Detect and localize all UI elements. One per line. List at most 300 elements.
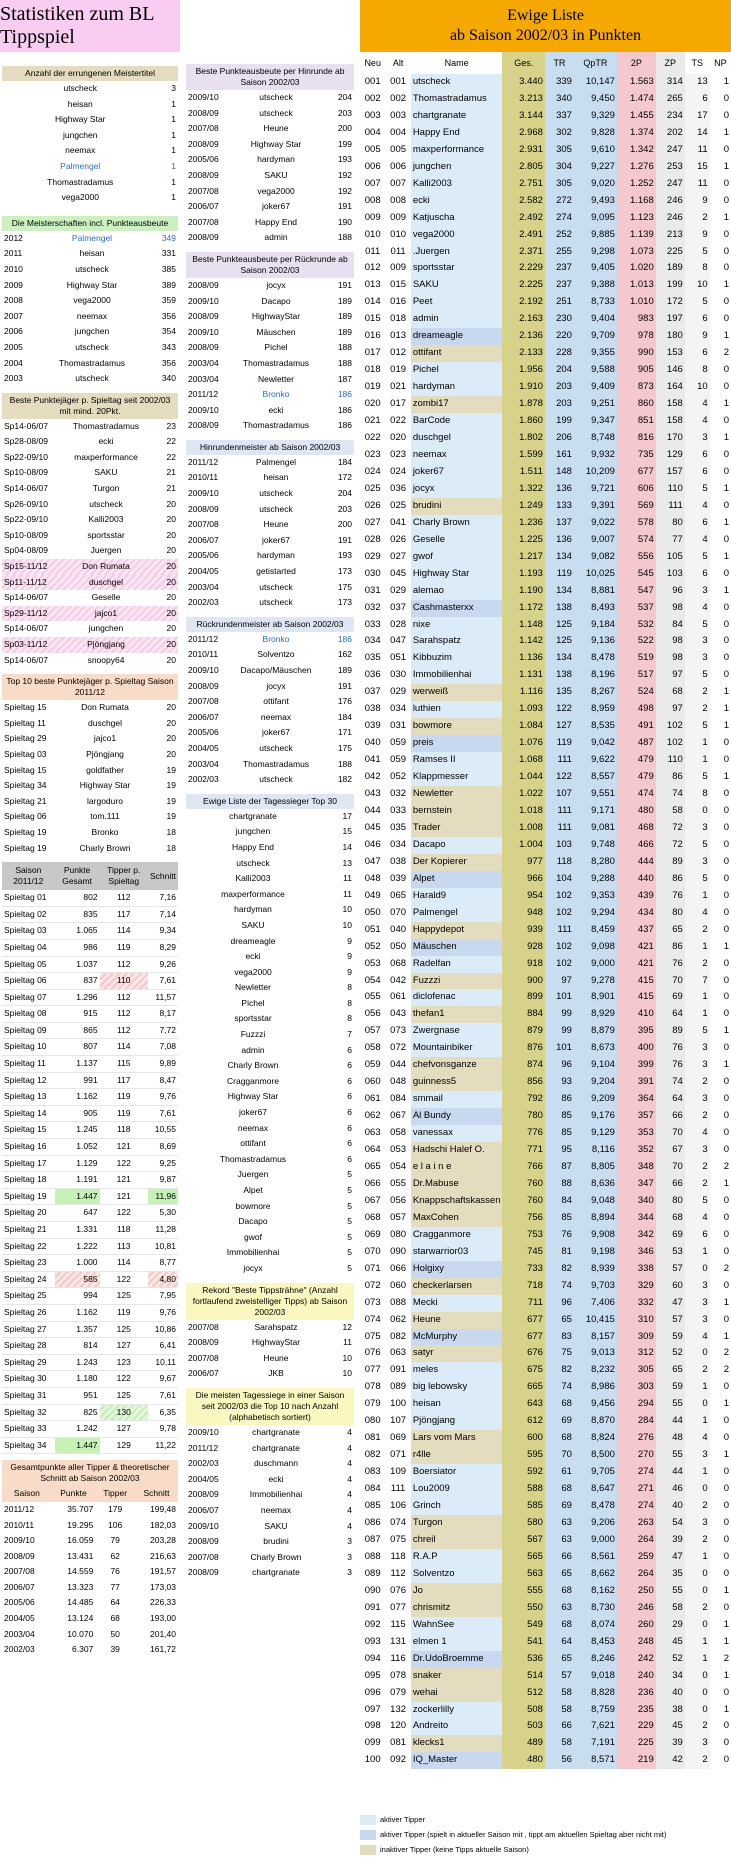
season: 2010/11 — [188, 649, 219, 660]
spieltag: Spieltag 25 — [2, 1288, 55, 1305]
points: 189 — [337, 311, 352, 322]
null-punkte: 0 — [710, 888, 731, 905]
ewige-liste-row — [360, 701, 731, 718]
quote: 9,551 — [574, 786, 617, 803]
wins: 5 — [347, 1262, 352, 1273]
ewige-liste-row — [360, 854, 731, 871]
total-points: 480 — [502, 1752, 544, 1769]
player-name: Charly Brown — [250, 1551, 302, 1562]
tagessiege: 0 — [685, 1396, 710, 1413]
tipper: 115 — [100, 1056, 148, 1073]
zwei-punkte: 440 — [617, 871, 656, 888]
tipprunden: 125 — [545, 633, 574, 650]
player-name: Thomastradamus — [58, 357, 126, 368]
quote: 10,415 — [574, 1312, 617, 1329]
points: 19 — [166, 811, 176, 822]
spieltag-row — [2, 906, 178, 923]
zwei-punkte: 271 — [617, 1481, 656, 1498]
season: 2011/12 — [188, 456, 219, 467]
tagessiege: 2 — [685, 210, 710, 227]
meiste_tagessiege-row — [186, 1441, 354, 1457]
rank-old: 075 — [390, 1533, 407, 1545]
player-name: starwarrior03 — [411, 1244, 503, 1261]
tipprunden: 102 — [545, 939, 574, 956]
season: 2004/05 — [188, 1473, 219, 1484]
tipprunden: 136 — [545, 481, 574, 498]
zehn-punkte: 96 — [656, 583, 685, 600]
zwei-punkte: 229 — [617, 1718, 656, 1735]
zwei-punkte: 1.342 — [617, 142, 656, 159]
null-punkte: 1 — [710, 328, 731, 345]
schnitt: 11,96 — [148, 1188, 178, 1205]
total-points: 550 — [502, 1600, 544, 1617]
player-name: thefan1 — [411, 1006, 503, 1023]
zehn-punkte: 253 — [656, 159, 685, 176]
spieltag: Spieltag 33 — [2, 1421, 55, 1438]
wins: 5 — [347, 1231, 352, 1242]
ewige-liste-row — [360, 311, 731, 328]
points: 191 — [337, 201, 352, 212]
zehn-punkte: 76 — [656, 888, 685, 905]
schnitt: 10,86 — [148, 1321, 178, 1338]
rank-old: 033 — [390, 804, 407, 816]
season: 2003/04 — [4, 1628, 35, 1639]
zehn-punkte: 110 — [656, 481, 685, 498]
meiste_tagessiege-row — [186, 1550, 354, 1566]
rank-old: 028 — [390, 618, 407, 630]
player-name: SAKU — [94, 467, 118, 478]
null-punkte: 0 — [710, 633, 731, 650]
rank-new: 064 — [364, 1144, 381, 1156]
player-name: utscheck — [75, 373, 109, 384]
points: 200 — [337, 123, 352, 134]
spieltag: Spieltag 16 — [2, 1139, 55, 1156]
ewige-liste-header-row — [360, 52, 731, 74]
tipper: 114 — [100, 1039, 148, 1056]
spieltag: Spieltag 20 — [2, 1205, 55, 1222]
tipprunden: 74 — [545, 1379, 574, 1396]
zwei-punkte: 270 — [617, 1447, 656, 1464]
tagessiege: 2 — [685, 684, 710, 701]
null-punkte: 0 — [710, 1532, 731, 1549]
rekord-row — [186, 1351, 354, 1367]
total-points: 1.860 — [502, 413, 544, 430]
player-name: Katjuscha — [411, 210, 503, 227]
spieltag: Spieltag 11 — [2, 1056, 55, 1073]
tagessiege: 3 — [685, 1312, 710, 1329]
total-points: 2.968 — [502, 125, 544, 142]
rank-new: 049 — [364, 889, 381, 901]
total-points: 1.236 — [502, 515, 544, 532]
ewige-liste-row — [360, 159, 731, 176]
player-name: joker67 — [239, 1107, 267, 1118]
quote: 8,280 — [574, 854, 617, 871]
meistertitel-row — [2, 190, 178, 206]
player-name: WahnSee — [411, 1617, 503, 1634]
player-name: Klappmesser — [411, 769, 503, 786]
player-name: utscheck — [259, 774, 293, 785]
ewige-liste-row — [360, 1651, 731, 1668]
quote: 8,959 — [574, 701, 617, 718]
tipprunden: 63 — [545, 1532, 574, 1549]
wins: 8 — [347, 982, 352, 993]
rueckrundenmeister-row — [186, 725, 354, 741]
tipper: 125 — [100, 1288, 148, 1305]
quote: 8,647 — [574, 1481, 617, 1498]
tagessieger-row — [186, 1230, 354, 1246]
tagessiege: 3 — [685, 1040, 710, 1057]
punkte: 1.331 — [55, 1222, 100, 1239]
null-punkte: 0 — [710, 413, 731, 430]
zehn-punkte: 64 — [656, 1006, 685, 1023]
player-name: jocyx — [266, 680, 286, 691]
rank-new: 072 — [364, 1279, 381, 1291]
zwei-punkte: 347 — [617, 1176, 656, 1193]
rueckrunde-row — [186, 387, 354, 403]
season: Sp10-08/09 — [4, 467, 48, 478]
tagessiege: 8 — [685, 786, 710, 803]
total-points: 760 — [502, 1176, 544, 1193]
rank-new: 091 — [364, 1601, 381, 1613]
zwei-punkte: 310 — [617, 1312, 656, 1329]
player-name: Immobilienhai — [226, 1247, 280, 1258]
spieltag: Spieltag 21 — [2, 1222, 55, 1239]
column-header: NP — [714, 58, 727, 68]
hinrundenmeister-row — [186, 595, 354, 611]
season: 2004/05 — [188, 742, 219, 753]
player-name: zockerlilly — [411, 1702, 503, 1719]
punkte: 13.431 — [67, 1550, 94, 1561]
season: Sp11-11/12 — [4, 576, 47, 587]
zehn-punkte: 55 — [656, 1583, 685, 1600]
ewige-liste-row — [360, 1685, 731, 1702]
rank-old: 100 — [390, 1398, 407, 1410]
zwei-punkte: 851 — [617, 413, 656, 430]
rank-new: 036 — [364, 669, 381, 681]
total-points: 2.491 — [502, 227, 544, 244]
zehn-punkte: 44 — [656, 1413, 685, 1430]
null-punkte: 0 — [710, 617, 731, 634]
season: 2007/08 — [188, 216, 219, 227]
rekord-row — [186, 1366, 354, 1382]
total-points: 580 — [502, 1515, 544, 1532]
spieltag: Spieltag 24 — [2, 1271, 55, 1288]
punkte: 13.124 — [67, 1613, 94, 1624]
zehn-punkte: 158 — [656, 396, 685, 413]
meistertitel-table — [2, 81, 178, 206]
schnitt: 7,14 — [148, 906, 178, 923]
rank-new: 062 — [364, 1110, 381, 1122]
rank-new: 017 — [364, 347, 381, 359]
rank-old: 051 — [390, 652, 407, 664]
gesamtpunkte-table — [2, 1502, 178, 1658]
zwei-punkte: 338 — [617, 1261, 656, 1278]
spieltag-row — [2, 1271, 178, 1288]
zwei-punkte: 421 — [617, 939, 656, 956]
rank-old: 060 — [390, 1279, 407, 1291]
zwei-punkte: 1.139 — [617, 227, 656, 244]
zwei-punkte: 274 — [617, 1498, 656, 1515]
ewige-liste-row — [360, 294, 731, 311]
gesamtpunkte-row — [2, 1627, 178, 1643]
quote: 9,703 — [574, 1278, 617, 1295]
spieltag-row — [2, 923, 178, 940]
rank-new: 004 — [364, 126, 381, 138]
total-points: 733 — [502, 1261, 544, 1278]
ewige-liste-row — [360, 277, 731, 294]
season: 2008/09 — [188, 420, 219, 431]
season: Spieltag 19 — [4, 842, 47, 853]
punkte: 1.000 — [55, 1255, 100, 1272]
season: 2008/09 — [188, 232, 219, 243]
tagessiege: 2 — [685, 1752, 710, 1769]
total-points: 900 — [502, 973, 544, 990]
rank-new: 074 — [364, 1313, 381, 1325]
points: 171 — [337, 727, 352, 738]
tipper: 119 — [100, 1105, 148, 1122]
spieltag-row — [2, 1072, 178, 1089]
wins: 6 — [347, 1138, 352, 1149]
tipprunden: 99 — [545, 1023, 574, 1040]
season: Sp14-06/07 — [4, 654, 48, 665]
rank-new: 093 — [364, 1635, 381, 1647]
tagessieger-row — [186, 1183, 354, 1199]
zehn-punkte: 69 — [656, 1227, 685, 1244]
rank-old: 061 — [390, 991, 407, 1003]
punkte: 951 — [55, 1387, 100, 1404]
rank-new: 027 — [364, 516, 381, 528]
season: 2008/09 — [188, 169, 219, 180]
season: 2010 — [4, 263, 23, 274]
rank-new: 097 — [364, 1703, 381, 1715]
tipprunden: 133 — [545, 498, 574, 515]
tipper: 125 — [100, 1387, 148, 1404]
punkte: 837 — [55, 973, 100, 990]
total-points: 1.131 — [502, 667, 544, 684]
spieltag: Spieltag 31 — [2, 1387, 55, 1404]
legend-active — [360, 1812, 731, 1827]
total-points: 1.172 — [502, 600, 544, 617]
rank-old: 034 — [390, 703, 407, 715]
rank-new: 005 — [364, 143, 381, 155]
zwei-punkte: 1.455 — [617, 108, 656, 125]
total-points: 771 — [502, 1142, 544, 1159]
quote: 9,405 — [574, 260, 617, 277]
zwei-punkte: 274 — [617, 1464, 656, 1481]
points: 20 — [166, 623, 176, 634]
player-name: Dr.Mabuse — [411, 1176, 503, 1193]
null-punkte: 0 — [710, 1718, 731, 1735]
rank-old: 084 — [390, 1093, 407, 1105]
player-name: Highway Star — [411, 566, 503, 583]
spieltag: Spieltag 01 — [2, 890, 55, 906]
rank-old: 002 — [390, 92, 407, 104]
zehn-punkte: 86 — [656, 939, 685, 956]
null-punkte: 1 — [710, 583, 731, 600]
tipprunden: 337 — [545, 108, 574, 125]
null-punkte: 0 — [710, 1430, 731, 1447]
tipper: 121 — [100, 1172, 148, 1189]
tipprunden: 111 — [545, 922, 574, 939]
rank-old: 045 — [390, 567, 407, 579]
rueckrunde-row — [186, 325, 354, 341]
player-name: neemax — [76, 310, 108, 321]
schnitt: 8,17 — [148, 1006, 178, 1023]
top10-row — [2, 716, 178, 732]
zwei-punkte: 1.073 — [617, 244, 656, 261]
season: 2008/09 — [188, 503, 219, 514]
tipprunden: 102 — [545, 905, 574, 922]
zwei-punkte: 1.252 — [617, 176, 656, 193]
tagessiege: 0 — [685, 1617, 710, 1634]
tipprunden: 302 — [545, 125, 574, 142]
player-name: Trader — [411, 820, 503, 837]
zehn-punkte: 45 — [656, 1718, 685, 1735]
legend-swatch-active — [360, 1815, 376, 1825]
ewige-liste-row — [360, 1006, 731, 1023]
tipprunden: 237 — [545, 260, 574, 277]
punkte: 1.447 — [55, 1188, 100, 1205]
rank-new: 077 — [364, 1364, 381, 1376]
title-count: 1 — [171, 114, 176, 125]
rank-new: 047 — [364, 855, 381, 867]
quote: 8,759 — [574, 1702, 617, 1719]
legend-inactive — [360, 1827, 731, 1842]
season: 2006/07 — [188, 711, 219, 722]
quote: 9,885 — [574, 227, 617, 244]
tipprunden: 82 — [545, 1362, 574, 1379]
quote: 9,908 — [574, 1227, 617, 1244]
tagessieger-row — [186, 1245, 354, 1261]
player-name: Turgon — [411, 1515, 503, 1532]
rank-new: 090 — [364, 1584, 381, 1596]
player-name: Highway Star — [54, 114, 106, 125]
season: Sp14-06/07 — [4, 483, 48, 494]
tipper: 119 — [100, 1089, 148, 1106]
meisterschaften-row — [2, 324, 178, 340]
points: 359 — [161, 295, 176, 306]
spieltag: Spieltag 15 — [2, 1122, 55, 1139]
punktejaeger-row — [2, 465, 178, 481]
rank-new: 088 — [364, 1550, 381, 1562]
points: 20 — [166, 717, 176, 728]
season: 2007/08 — [188, 519, 219, 530]
tagessieger-row — [186, 1199, 354, 1215]
player-name: joker67 — [411, 464, 503, 481]
rank-old: 052 — [390, 771, 407, 783]
total-points: 1.802 — [502, 430, 544, 447]
top10-row — [2, 731, 178, 747]
zwei-punkte: 250 — [617, 1583, 656, 1600]
ewige-liste-row — [360, 1549, 731, 1566]
top10-table — [2, 700, 178, 856]
gesamtpunkte-row — [2, 1595, 178, 1611]
tipprunden: 119 — [545, 566, 574, 583]
player-name: ottifant — [240, 1138, 266, 1149]
wins: 15 — [342, 826, 352, 837]
title-count: 1 — [171, 176, 176, 187]
rank-old: 054 — [390, 1161, 407, 1172]
tagessiege: 6 — [685, 311, 710, 328]
season: Spieltag 06 — [4, 811, 47, 822]
points: 188 — [337, 232, 352, 243]
rank-new: 069 — [364, 1228, 381, 1240]
total-points: 508 — [502, 1702, 544, 1719]
season: 2006/07 — [188, 1368, 219, 1379]
tagessiege: 3 — [685, 1142, 710, 1159]
meistertitel-row — [2, 112, 178, 128]
zehn-punkte: 39 — [656, 1532, 685, 1549]
quote: 9,018 — [574, 1668, 617, 1685]
legend-swatch-gone — [360, 1845, 376, 1855]
meiste_tagessiege-row — [186, 1503, 354, 1519]
punkte: 915 — [55, 1006, 100, 1023]
spieltag: Spieltag 09 — [2, 1022, 55, 1039]
null-punkte: 0 — [710, 362, 731, 379]
season: 2008/09 — [188, 138, 219, 149]
player-name: Dacapo — [238, 1216, 268, 1227]
ewige-liste-row — [360, 1074, 731, 1091]
player-name: Highway Star — [79, 780, 131, 791]
ewige-liste-row — [360, 973, 731, 990]
tagessiege: 0 — [685, 1702, 710, 1719]
zwei-punkte: 264 — [617, 1532, 656, 1549]
punkte: 994 — [55, 1288, 100, 1305]
zwei-punkte: 978 — [617, 328, 656, 345]
player-name: jungchen — [235, 826, 271, 837]
zehn-punkte: 97 — [656, 701, 685, 718]
ewige-liste-row — [360, 125, 731, 142]
player-name: utscheck — [259, 488, 293, 499]
points: 389 — [161, 279, 176, 290]
hinrundenmeister-row — [186, 564, 354, 580]
rueckrunde-header: Beste Punkteausbeute per Rückrunde ab Saison 2002/03 — [186, 252, 354, 278]
zwei-punkte: 468 — [617, 820, 656, 837]
rank-old: 081 — [390, 1737, 407, 1749]
zwei-punkte: 364 — [617, 1091, 656, 1108]
rueckrunde-row — [186, 372, 354, 388]
spieltag-row — [2, 1188, 178, 1205]
tagessieger-row — [186, 996, 354, 1012]
tagessiege: 0 — [685, 1583, 710, 1600]
rank-old: 109 — [390, 1466, 407, 1478]
total-points: 1.022 — [502, 786, 544, 803]
saison-table — [2, 890, 178, 1454]
tipprunden: 70 — [545, 1447, 574, 1464]
schnitt: 173,03 — [150, 1581, 176, 1592]
spieltag-row — [2, 1304, 178, 1321]
zehn-punkte: 213 — [656, 227, 685, 244]
tipper: 106 — [108, 1519, 123, 1530]
points: 186 — [337, 389, 352, 400]
total-points: 588 — [502, 1481, 544, 1498]
zwei-punkte: 242 — [617, 1651, 656, 1668]
total-points: 1.599 — [502, 447, 544, 464]
spieltag-row — [2, 1089, 178, 1106]
total-points: 643 — [502, 1396, 544, 1413]
zehn-punkte: 265 — [656, 91, 685, 108]
quote: 7,191 — [574, 1735, 617, 1752]
rank-new: 054 — [364, 974, 381, 986]
gesamtpunkte-box — [2, 1460, 178, 1658]
zwei-punkte: 248 — [617, 1634, 656, 1651]
zwei-punkte: 522 — [617, 633, 656, 650]
saison-header-row — [2, 862, 178, 890]
ewige-liste-row — [360, 820, 731, 837]
quote: 9,748 — [574, 837, 617, 854]
rank-old: 004 — [390, 126, 407, 138]
ewige-liste-row — [360, 752, 731, 769]
